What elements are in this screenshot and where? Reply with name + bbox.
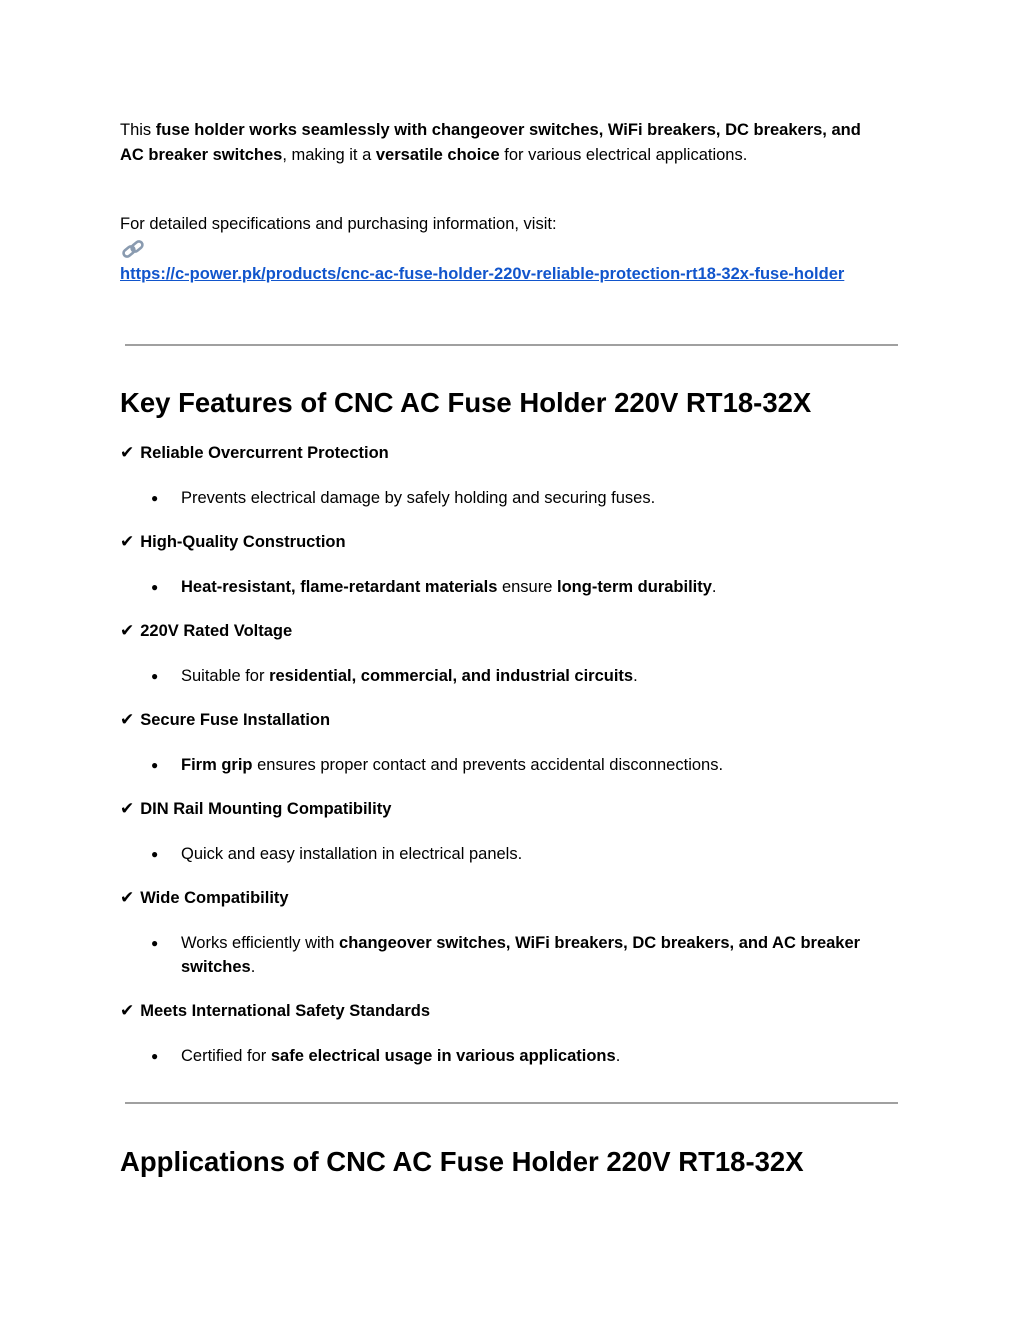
intro-bold-2: versatile choice (375, 145, 500, 164)
feature-title (120, 708, 900, 733)
feature-title (120, 886, 900, 911)
bullet-text: . (633, 666, 638, 685)
divider-1 (125, 344, 898, 346)
bullet-bold-text: changeover switches, WiFi breakers, DC breakers, and AC breaker switches (181, 933, 861, 976)
bullet-text: . (711, 577, 717, 596)
feature-bullet (120, 486, 871, 511)
checkmark-icon: ✔ (120, 799, 135, 819)
feature-title (120, 797, 900, 822)
feature-title (120, 530, 900, 555)
product-link[interactable]: https://c-power.pk/products/cnc-ac-fuse-holder-220v-reliable-protection-rt18-32x-fuse-holder (120, 264, 845, 283)
visit-paragraph (120, 212, 900, 286)
bullet-text: Prevents electrical damage by safely holding and securing fuses. (181, 488, 656, 507)
checkmark-icon: ✔ (120, 532, 135, 552)
intro-text-3: for various electrical applications. (499, 145, 748, 164)
checkmark-icon: ✔ (120, 443, 135, 463)
feature-title-text: High-Quality Construction (140, 533, 346, 551)
bullet-text: ensures proper contact and prevents accidental disconnections. (252, 755, 724, 774)
feature-bullet (120, 664, 871, 689)
feature-bullet (120, 753, 871, 778)
bullet-text: . (250, 958, 256, 976)
bullet-bold-text: Firm grip (181, 755, 253, 774)
bullet-icon: ● (151, 846, 159, 861)
bullet-text: . (615, 1046, 621, 1065)
feature-bullet (120, 931, 871, 980)
intro-text-1: This (120, 121, 156, 139)
checkmark-icon: ✔ (120, 888, 135, 908)
feature-item (120, 530, 900, 599)
feature-item (120, 708, 900, 777)
bullet-icon: ● (151, 490, 159, 505)
divider-2 (125, 1102, 898, 1104)
bullet-bold-text: safe electrical usage in various applications (270, 1046, 616, 1065)
bullet-icon: ● (151, 1048, 159, 1063)
feature-bullet (120, 575, 871, 600)
feature-title (120, 619, 900, 644)
bullet-icon: ● (151, 757, 159, 772)
bullet-text: Suitable for (181, 666, 270, 685)
bullet-text: Works efficiently with (181, 933, 340, 952)
checkmark-icon: ✔ (120, 1001, 135, 1021)
feature-title-text: 220V Rated Voltage (140, 622, 293, 640)
bullet-bold-text: Heat-resistant, flame-retardant materials (181, 577, 498, 596)
feature-title-text: Meets International Safety Standards (140, 1002, 430, 1020)
bullet-bold-text: long-term durability (557, 577, 712, 596)
intro-paragraph (120, 118, 880, 167)
feature-title-text: Secure Fuse Installation (140, 711, 331, 729)
intro-text-2: , making it a (282, 145, 376, 164)
feature-title-text: Wide Compatibility (140, 889, 289, 907)
bullet-icon: ● (151, 579, 159, 594)
bullet-text: Certified for (181, 1046, 271, 1065)
feature-title-text: Reliable Overcurrent Protection (140, 444, 389, 462)
feature-item (120, 619, 900, 688)
link-icon (120, 238, 146, 262)
applications-heading: Applications of CNC AC Fuse Holder 220V RT18-32X (120, 1146, 804, 1177)
feature-bullet (120, 842, 871, 867)
checkmark-icon: ✔ (120, 710, 135, 730)
visit-text: For detailed specifications and purchasing information, visit: (120, 215, 557, 233)
feature-title (120, 999, 900, 1024)
feature-item (120, 797, 900, 866)
feature-item (120, 999, 900, 1068)
bullet-text: ensure (497, 577, 557, 596)
bullet-icon: ● (151, 668, 159, 683)
checkmark-icon: ✔ (120, 621, 135, 641)
feature-item (120, 886, 900, 980)
bullet-bold-text: residential, commercial, and industrial circuits (269, 666, 634, 685)
intro-bold-1: fuse holder works seamlessly with changeover switches, WiFi breakers, DC breakers, and AC breaker switches (120, 121, 861, 164)
features-heading: Key Features of CNC AC Fuse Holder 220V RT18-32X (120, 387, 812, 418)
bullet-icon: ● (151, 935, 159, 950)
feature-bullet (120, 1044, 871, 1069)
feature-item (120, 441, 900, 510)
bullet-text: Quick and easy installation in electrical panels. (181, 844, 523, 863)
feature-title-text: DIN Rail Mounting Compatibility (140, 800, 392, 818)
feature-title (120, 441, 900, 466)
